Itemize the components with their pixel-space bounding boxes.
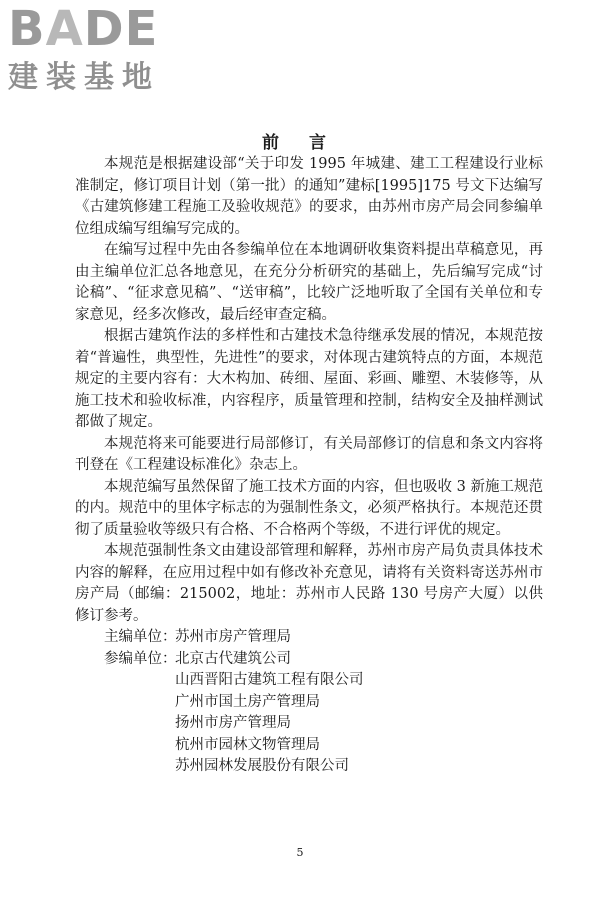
paragraph-6: 本规范强制性条文由建设部管理和解释，苏州市房产局负责具体技术内容的解释，在应用过程中如有修改补充意见，请将有关资料寄送苏州市房产局（邮编：215002，地址：苏州市人民路 130 号房产大厦）以供修订参考。: [75, 543, 543, 624]
participating-unit: 扬州市房产管理局: [175, 715, 291, 731]
logo-subtitle: 建装基地: [8, 60, 160, 95]
page-number: 5: [296, 846, 304, 859]
chief-unit-label: 主编单位：: [104, 629, 177, 645]
paragraph-5: 本规范编写虽然保留了施工技术方面的内容，但也吸收 3 新施工规范的内。规范中的里体字标志的为强制性条文，必须严格执行。本规范还贯彻了质量验收等级只有合格、不合格两个等级，不进行评优的规定。: [75, 478, 543, 538]
logo-letter-b: B: [8, 1, 46, 57]
logo-letters-de: DE: [83, 1, 159, 57]
paragraph-3: 根据古建筑作法的多样性和古建技术急待继承发展的情况，本规范按着“普遍性，典型性，先进性”的要求，对体现古建筑特点的方面，本规范规定的主要内容有：大木构加、砖细、屋面、彩画、雕塑、木装修等，从施工技术和验收标准，内容程序，质量管理和控制，结构安全及抽样测试都做了规定。: [75, 328, 543, 430]
participating-unit: 苏州园林发展股份有限公司: [175, 758, 349, 774]
participating-unit: 杭州市园林文物管理局: [175, 736, 320, 753]
participating-units-row: [75, 649, 543, 778]
participating-unit: 北京古代建筑公司: [175, 650, 291, 667]
paragraph-2: 在编写过程中先由各参编单位在本地调研收集资料提出草稿意见，再由主编单位汇总各地意见，在充分分析研究的基础上，先后编写完成“讨论稿”、“征求意见稿”、“送审稿”，比较广泛地听取了全国有关单位和专家意见，经多次修改，最后经审查定稿。: [75, 242, 543, 323]
logo-letters: [8, 1, 178, 57]
preface-body: [75, 154, 543, 778]
participating-units-label: 参编单位：: [104, 650, 177, 667]
paragraph-4: 本规范将来可能要进行局部修订，有关局部修订的信息和条文内容将刊登在《工程建设标准化》杂志上。: [75, 435, 543, 473]
participating-units-list: [175, 649, 364, 778]
paragraph-1: 本规范是根据建设部“关于印发 1995 年城建、建工工程建设行业标准制定，修订项目计划（第一批）的通知”建标[1995]175 号文下达编写《古建筑修建工程施工及验收规范》的要求，由苏州市房产局会同参编单位组成编写组编写完成的。: [75, 156, 543, 237]
participating-unit: 广州市国土房产管理局: [175, 693, 320, 710]
unit-list-section: [75, 627, 543, 778]
chief-unit-row: [75, 627, 543, 649]
participating-unit: 山西晋阳古建筑工程有限公司: [175, 672, 364, 688]
bade-logo: [8, 1, 178, 100]
logo-letter-a: A: [45, 1, 84, 57]
chief-unit-name: 苏州市房产管理局: [175, 629, 291, 645]
page-title: 前 言: [262, 133, 338, 153]
